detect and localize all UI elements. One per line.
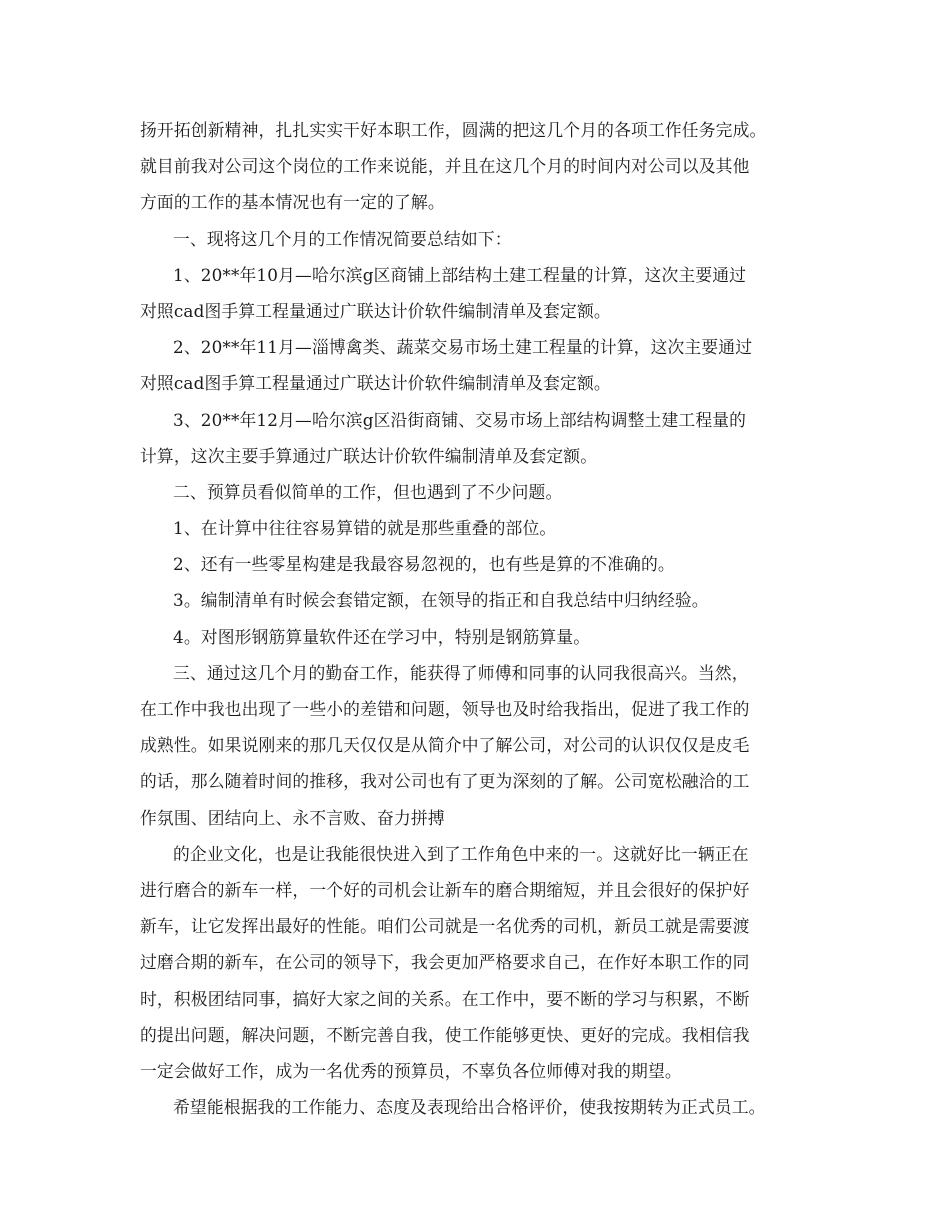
text-line-25: 时，积极团结同事，搞好大家之间的关系。在工作中，要不断的学习与积累，不断 [140,988,750,1009]
section-heading-1: 一、现将这几个月的工作情况简要总结如下： [173,228,512,249]
text-line-27: 一定会做好工作，成为一名优秀的预算员，不辜负各位师傅对我的期望。 [140,1060,682,1081]
problem-item-2: 2、还有一些零星构建是我最容易忽视的，也有些是算的不准确的。 [173,554,675,575]
text-line-18: 成熟性。如果说刚来的那几天仅仅是从简介中了解公司，对公司的认识仅仅是皮毛 [140,735,750,756]
text-line-22: 进行磨合的新车一样，一个好的司机会让新车的磨合期缩短，并且会很好的保护好 [140,879,750,900]
text-line-23: 新车，让它发挥出最好的性能。咱们公司就是一名优秀的司机，新员工就是需要渡 [140,916,750,937]
problem-item-3: 3。编制清单有时候会套错定额，在领导的指正和自我总结中归纳经验。 [173,590,709,611]
section-heading-3: 三、通过这几个月的勤奋工作，能获得了师傅和同事的认同我很高兴。当然， [173,662,749,683]
section-heading-2: 二、预算员看似简单的工作，但也遇到了不少问题。 [173,481,563,502]
text-line-19: 的话，那么随着时间的推移，我对公司也有了更为深刻的了解。公司宽松融洽的工 [140,771,750,792]
text-line-2: 就目前我对公司这个岗位的工作来说能，并且在这几个月的时间内对公司以及其他 [140,156,750,177]
text-line-20: 作氛围、团结向上、永不言败、奋力拼搏 [140,807,445,828]
list-item-2-line-2: 对照cad图手算工程量通过广联达计价软件编制清单及套定额。 [140,373,611,394]
paragraph-culture: 的企业文化，也是让我能很快进入到了工作角色中来的一。这就好比一辆正在 [173,843,749,864]
list-item-1-line-1: 1、20**年10月—哈尔滨g区商铺上部结构土建工程量的计算，这次主要通过 [173,264,747,285]
list-item-3-line-1: 3、20**年12月—哈尔滨g区沿街商铺、交易市场上部结构调整土建工程量的 [173,409,747,430]
text-line-17: 在工作中我也出现了一些小的差错和问题，领导也及时给我指出，促进了我工作的 [140,699,750,719]
problem-item-4: 4。对图形钢筋算量软件还在学习中，特别是钢筋算量。 [173,626,591,647]
list-item-3-line-2: 计算，这次主要手算通过广联达计价软件编制清单及套定额。 [140,445,598,466]
text-line-1: 扬开拓创新精神，扎扎实实干好本职工作，圆满的把这几个月的各项工作任务完成。 [140,120,767,140]
document-body [140,112,820,1125]
problem-item-1: 1、在计算中往往容易算错的就是那些重叠的部位。 [173,518,557,539]
list-item-1-line-2: 对照cad图手算工程量通过广联达计价软件编制清单及套定额。 [140,300,611,321]
text-line-24: 过磨合期的新车，在公司的领导下，我会更加严格要求自己，在作好本职工作的同 [140,952,750,973]
text-line-26: 的提出问题，解决问题，不断完善自我，使工作能够更快、更好的完成。我相信我 [140,1024,750,1045]
list-item-2-line-1: 2、20**年11月—淄博禽类、蔬菜交易市场土建工程量的计算，这次主要通过 [173,337,753,358]
text-line-3: 方面的工作的基本情况也有一定的了解。 [140,192,445,213]
closing-paragraph: 希望能根据我的工作能力、态度及表现给出合格评价，使我按期转为正式员工。 [173,1097,766,1118]
